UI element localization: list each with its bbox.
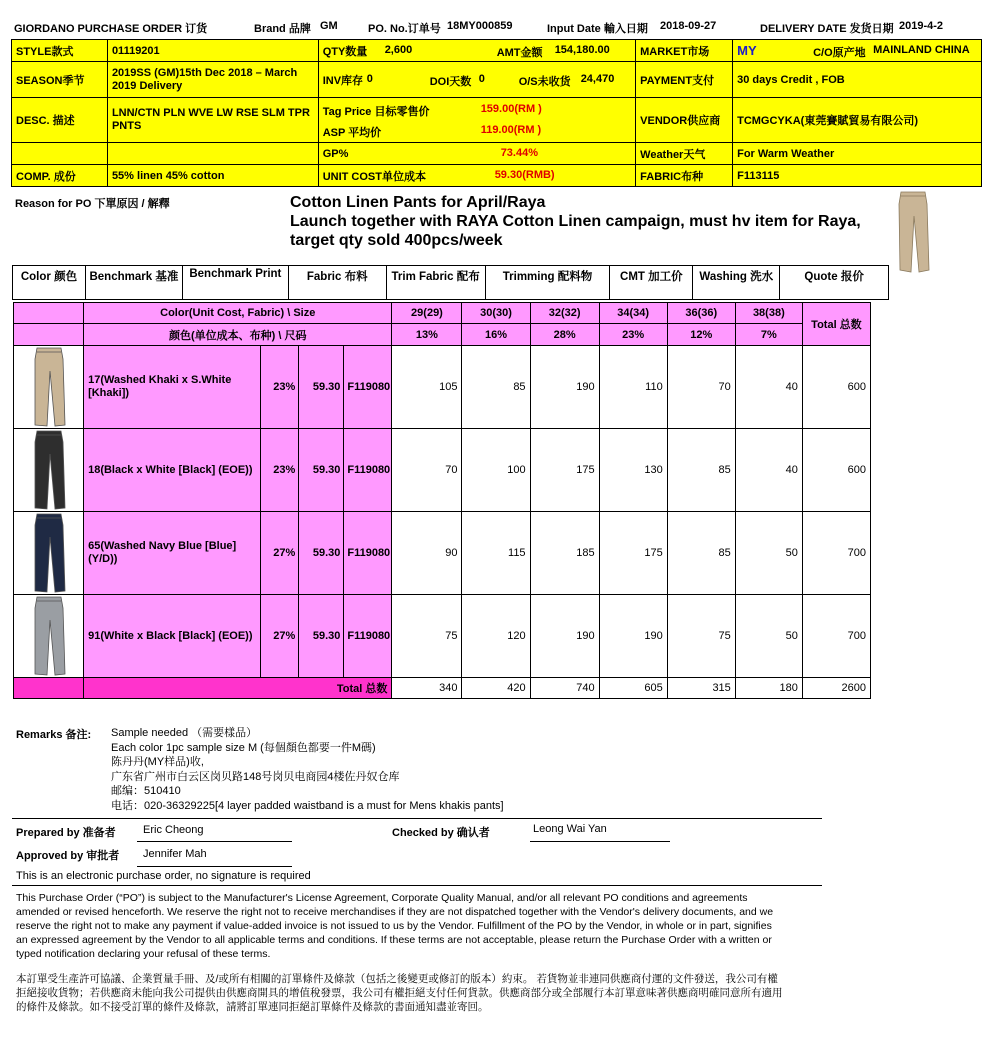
color-fabric: F119080 — [344, 346, 392, 429]
benchmark-table — [12, 265, 889, 300]
style-value: 01119201 — [107, 40, 318, 62]
fabric-label: FABRIC布种 — [636, 165, 733, 187]
os-label: O/S未收货 — [518, 76, 571, 88]
doi-value: 0 — [478, 73, 485, 85]
grid-corner-top — [14, 303, 84, 324]
qty-size-32: 175 — [530, 429, 599, 512]
foot-corner — [14, 678, 84, 699]
color-ratio: 23% — [261, 429, 299, 512]
divider — [12, 885, 822, 886]
pants-thumbnail-image — [29, 430, 69, 510]
qty-size-36: 85 — [667, 512, 735, 595]
product-pants-image — [893, 190, 933, 274]
remarks-label: Remarks 备注: — [16, 729, 92, 741]
amt-label: AMT金额 — [496, 47, 543, 59]
bench-fabric: Fabric 布料 — [288, 266, 386, 300]
bench-cmt: CMT 加工价 — [610, 266, 693, 300]
color-row — [14, 595, 871, 678]
price-cell — [318, 98, 635, 143]
foot-total-36: 315 — [667, 678, 735, 699]
qty-size-29: 70 — [392, 429, 462, 512]
desc-label: DESC. 描述 — [12, 98, 108, 143]
bench-trim-fabric: Trim Fabric 配布 — [386, 266, 485, 300]
remarks-text — [111, 726, 504, 814]
vendor-value: TCMGCYKA(東莞賽賦貿易有限公司) — [733, 98, 982, 143]
gp-value: 73.44% — [500, 147, 538, 159]
color-unit-cost: 59.30 — [299, 512, 344, 595]
ratio-32: 28% — [530, 324, 599, 346]
input-date-value: 2018-09-27 — [660, 20, 717, 32]
pants-thumbnail-image — [29, 596, 69, 676]
color-row — [14, 429, 871, 512]
qty-size-34: 175 — [599, 512, 667, 595]
foot-total-32: 740 — [530, 678, 599, 699]
ratio-38: 7% — [735, 324, 802, 346]
qty-size-32: 190 — [530, 595, 599, 678]
color-name: 17(Washed Khaki x S.White [Khaki]) — [84, 346, 261, 429]
terms-line: an expressed agreement by the Vendor to all applicable terms and conditions. If these terms are not acceptable, please return the Purchase Order with a written or — [16, 934, 772, 946]
desc-value: LNN/CTN PLN WVE LW RSE SLM TPR PNTS — [107, 98, 318, 143]
style-label: STYLE款式 — [12, 40, 108, 62]
blank-label — [12, 143, 108, 165]
color-name: 91(White x Black [Black] (EOE)) — [84, 595, 261, 678]
grid-corner-bottom — [14, 324, 84, 346]
terms-line: typed notification declaring your refusal of these terms. — [16, 948, 271, 960]
color-ratio: 27% — [261, 512, 299, 595]
qty-value: 2,600 — [384, 44, 413, 56]
prepared-label: Prepared by 准备者 — [16, 827, 116, 839]
qty-size-30: 120 — [462, 595, 530, 678]
prepared-line — [137, 841, 292, 842]
inv-value: 0 — [366, 73, 373, 85]
grid-head-en: Color(Unit Cost, Fabric) \ Size — [84, 303, 392, 324]
tag-label: Tag Price 目标零售价 — [322, 106, 430, 118]
foot-total-38: 180 — [735, 678, 802, 699]
qty-size-34: 110 — [599, 346, 667, 429]
order-info-table — [11, 39, 982, 187]
inv-label: INV库存 — [322, 74, 364, 87]
electronic-note: This is an electronic purchase order, no signature is required — [16, 870, 311, 882]
delivery-date-value: 2019-4-2 — [899, 20, 944, 32]
remarks-line: 邮编：510410 — [111, 785, 181, 798]
qty-size-38: 50 — [735, 595, 802, 678]
row-total: 600 — [802, 429, 870, 512]
reason-line-2: Launch together with RAYA Cotton Linen campaign, must hv item for Raya, — [290, 213, 861, 230]
comp-label: COMP. 成份 — [12, 165, 108, 187]
approved-line — [137, 866, 292, 867]
ratio-29: 13% — [392, 324, 462, 346]
qty-size-36: 85 — [667, 429, 735, 512]
asp-value: 119.00(RM ) — [480, 124, 542, 136]
checked-value: Leong Wai Yan — [533, 823, 607, 835]
qty-size-30: 115 — [462, 512, 530, 595]
bench-trimming: Trimming 配料物 — [485, 266, 610, 300]
inv-cell — [318, 62, 635, 98]
color-name: 18(Black x White [Black] (EOE)) — [84, 429, 261, 512]
tag-value: 159.00(RM ) — [480, 103, 542, 115]
gp-cell — [318, 143, 635, 165]
size-38: 38(38) — [735, 303, 802, 324]
bench-color: Color 颜色 — [13, 266, 86, 300]
qty-size-32: 190 — [530, 346, 599, 429]
amt-value: 154,180.00 — [554, 44, 610, 56]
color-row — [14, 512, 871, 595]
terms-line: 本訂單受生產許可協議、企業質量手冊、及/或所有相關的訂單條件及條款（包括之後變更或修訂的版本）約束。 若貨物並非連同供應商付運的文件發送，我公司有權 — [16, 973, 778, 985]
divider — [12, 818, 822, 819]
qty-size-29: 105 — [392, 346, 462, 429]
bench-benchmark-print: Benchmark Print — [182, 266, 288, 300]
qty-amt-cell — [318, 40, 635, 62]
comp-value: 55% linen 45% cotton — [107, 165, 318, 187]
doi-label: DOI天数 — [429, 76, 472, 88]
terms-chinese — [16, 972, 783, 1014]
qty-size-32: 185 — [530, 512, 599, 595]
po-label: PO. No.订单号 — [368, 23, 441, 35]
ratio-36: 12% — [667, 324, 735, 346]
color-swatch-cell — [14, 595, 84, 678]
vendor-label: VENDOR供应商 — [636, 98, 733, 143]
co-value: MAINLAND CHINA — [873, 44, 970, 56]
ratio-34: 23% — [599, 324, 667, 346]
qty-size-29: 90 — [392, 512, 462, 595]
market-co-cell — [733, 40, 982, 62]
qty-size-34: 190 — [599, 595, 667, 678]
foot-total-30: 420 — [462, 678, 530, 699]
terms-line: 的條件及條款。如不接受訂單的條件及條款，請將訂單連同拒絕訂單條件及條款的書面通知盡並寄回。 — [16, 1001, 489, 1013]
foot-grand-total: 2600 — [802, 678, 870, 699]
color-swatch-cell — [14, 512, 84, 595]
remarks-line: Sample needed （需要樣品） — [111, 727, 258, 739]
qty-size-38: 40 — [735, 346, 802, 429]
reason-line-3: target qty sold 400pcs/week — [290, 232, 503, 249]
ratio-30: 16% — [462, 324, 530, 346]
terms-line: amended or revised henceforth. We reserve the right not to receive merchandises if they are not dispatched together with the Vendor's delivery documents, and we — [16, 906, 774, 918]
co-label: C/O原产地 — [813, 47, 866, 59]
company-title: GIORDANO PURCHASE ORDER 订货 — [14, 23, 208, 35]
checked-label: Checked by 确认者 — [392, 827, 490, 839]
row-total: 700 — [802, 512, 870, 595]
unit-cost-label: UNIT COST单位成本 — [322, 170, 426, 183]
qty-size-38: 40 — [735, 429, 802, 512]
color-unit-cost: 59.30 — [299, 429, 344, 512]
input-date-label: Input Date 輸入日期 — [547, 23, 648, 35]
blank-value — [107, 143, 318, 165]
season-value: 2019SS (GM)15th Dec 2018 – March 2019 Delivery — [107, 62, 318, 98]
season-label: SEASON季节 — [12, 62, 108, 98]
size-36: 36(36) — [667, 303, 735, 324]
color-fabric: F119080 — [344, 512, 392, 595]
foot-total-34: 605 — [599, 678, 667, 699]
bench-benchmark: Benchmark 基准 — [85, 266, 182, 300]
market-label: MARKET市场 — [636, 40, 733, 62]
color-fabric: F119080 — [344, 429, 392, 512]
grid-total-header: Total 总数 — [802, 303, 870, 346]
color-name: 65(Washed Navy Blue [Blue] (Y/D)) — [84, 512, 261, 595]
bench-washing: Washing 洗水 — [693, 266, 780, 300]
size-29: 29(29) — [392, 303, 462, 324]
grid-foot-label: Total 总数 — [84, 678, 392, 699]
po-value: 18MY000859 — [447, 20, 513, 32]
weather-value: For Warm Weather — [733, 143, 982, 165]
checked-line — [530, 841, 670, 842]
brand-label: Brand 品牌 — [254, 23, 311, 35]
remarks-line: 电话：020-36329225[4 layer padded waistband is a must for Mens khakis pants] — [111, 799, 504, 812]
terms-english — [16, 891, 773, 961]
size-32: 32(32) — [530, 303, 599, 324]
unit-cost-cell — [318, 165, 635, 187]
pants-thumbnail-image — [29, 347, 69, 427]
qty-size-30: 85 — [462, 346, 530, 429]
row-total: 700 — [802, 595, 870, 678]
color-ratio: 23% — [261, 346, 299, 429]
weather-label: Weather天气 — [636, 143, 733, 165]
grid-head-zh: 颜色(单位成本、布种) \ 尺码 — [84, 324, 392, 346]
market-value: MY — [737, 43, 757, 58]
fabric-value: F113115 — [733, 165, 982, 187]
qty-size-34: 130 — [599, 429, 667, 512]
color-swatch-cell — [14, 346, 84, 429]
terms-line: reserve the right not to make any payment if value-added invoice is not issued to us by the Vendor. Fulfillment of the PO by the Vendor, in whole or in part, signifies — [16, 920, 772, 932]
qty-size-29: 75 — [392, 595, 462, 678]
color-swatch-cell — [14, 429, 84, 512]
reason-label: Reason for PO 下單原因 / 解釋 — [15, 198, 170, 210]
os-value: 24,470 — [580, 73, 615, 85]
color-unit-cost: 59.30 — [299, 595, 344, 678]
qty-size-36: 70 — [667, 346, 735, 429]
size-30: 30(30) — [462, 303, 530, 324]
color-row — [14, 346, 871, 429]
bench-quote: Quote 报价 — [780, 266, 889, 300]
approved-value: Jennifer Mah — [143, 848, 207, 860]
color-unit-cost: 59.30 — [299, 346, 344, 429]
foot-total-29: 340 — [392, 678, 462, 699]
qty-label: QTY数量 — [322, 45, 368, 58]
qty-size-38: 50 — [735, 512, 802, 595]
qty-size-30: 100 — [462, 429, 530, 512]
remarks-line: Each color 1pc sample size M (每個顏色都要一件M碼) — [111, 741, 376, 754]
qty-size-36: 75 — [667, 595, 735, 678]
unit-cost-value: 59.30(RMB) — [494, 169, 555, 181]
approved-label: Approved by 审批者 — [16, 850, 120, 862]
row-total: 600 — [802, 346, 870, 429]
color-ratio: 27% — [261, 595, 299, 678]
delivery-date-label: DELIVERY DATE 发货日期 — [760, 23, 894, 35]
remarks-line: 广东省广州市白云区岗贝路148号岗贝电商园4楼佐丹奴仓库 — [111, 770, 400, 783]
payment-value: 30 days Credit , FOB — [733, 62, 982, 98]
gp-label: GP% — [322, 147, 349, 160]
asp-label: ASP 平均价 — [322, 127, 382, 139]
pants-thumbnail-image — [29, 513, 69, 593]
prepared-value: Eric Cheong — [143, 824, 204, 836]
remarks-line: 陈丹丹(MY样品)收, — [111, 756, 204, 769]
color-fabric: F119080 — [344, 595, 392, 678]
size-grid-table — [13, 302, 871, 699]
payment-label: PAYMENT支付 — [636, 62, 733, 98]
size-34: 34(34) — [599, 303, 667, 324]
terms-line: This Purchase Order (“PO”) is subject to the Manufacturer's License Agreement, Corporate Quality Manual, and/or all relevant PO conditions and agreements — [16, 892, 748, 904]
brand-value: GM — [320, 20, 338, 32]
terms-line: 拒絕接收貨物；若供應商未能向我公司提供由供應商開具的增值稅發票，我公司有權拒絕支付任何貨款。供應商部分或全部履行本訂單意味著供應商明確同意所有適用 — [16, 987, 783, 999]
reason-line-1: Cotton Linen Pants for April/Raya — [290, 194, 546, 211]
